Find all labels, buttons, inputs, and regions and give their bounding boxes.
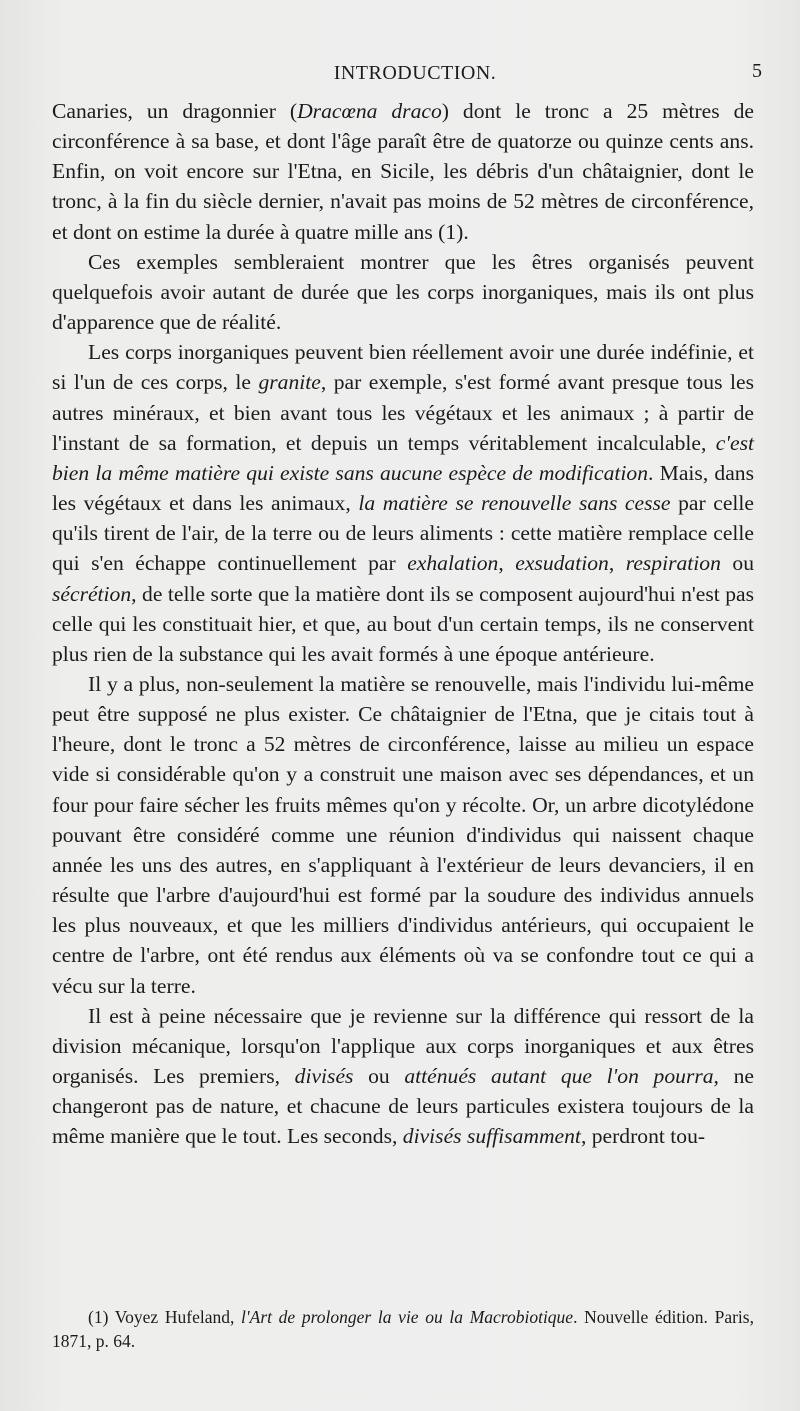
italic-run: Dracœna draco	[297, 99, 442, 123]
italic-run: divisés	[294, 1064, 354, 1088]
italic-run: sécrétion	[52, 581, 132, 606]
italic-run: c'est bien la même matière qui existe sans aucune espèce de modification	[52, 430, 754, 485]
text-run: . Mais, dans les végétaux et dans les animaux,	[52, 460, 754, 516]
text-run: Il y a plus, non-seulement la matière se renouvelle, mais l'individu lui-même peut être supposé ne plus exister. Ce châtaignier de l'Etna, que je citais tout à l'heure, dont le tronc a 52 mètres de circonférence, laisse au milieu un espace vide si considérable qu'on y a construit une maison avec ses dépendances, et un four pour faire sécher les fruits mêmes qu'on y récolte. Or, un arbre dicotylédone pouvant être considéré comme une réunion d'individus qui naissent chaque année les uns des autres, en s'appliquant à l'extérieur de leurs devanciers, il en résulte que l'arbre d'aujourd'hui est formé par la soudure des individus annuels les plus nouveaux, et que les milliers d'individus antérieurs, qui occupaient le centre de l'arbre, ont été rendus aux éléments où va se confondre tout ce qui a vécu sur la terre.	[52, 671, 754, 998]
italic-run: exhalation	[407, 551, 499, 576]
text-run: ou	[720, 551, 754, 576]
paragraph-3	[52, 337, 754, 669]
text-run: , perdront tou-	[580, 1124, 706, 1149]
text-run: par celle qu'ils tirent de l'air, de la terre ou de leurs aliments : cette matière remplace celle qui s'en échappe continuellement par	[52, 491, 754, 576]
text-run: ,	[498, 551, 516, 576]
paragraph-5	[52, 1001, 754, 1152]
text-run: , par exemple, s'est formé avant presque tous les autres minéraux, et bien avant tous les végétaux et les animaux ; à partir de l'instant de sa formation, et depuis un temps véritablement incalculable,	[52, 370, 754, 455]
italic-run: divisés suffisamment	[402, 1124, 581, 1149]
running-head: INTRODUCTION.	[333, 62, 497, 84]
italic-run: la matière se renouvelle sans cesse	[358, 491, 671, 516]
text-run: ou	[353, 1064, 405, 1088]
paragraph-4	[52, 669, 754, 1001]
text-run: (1) Voyez Hufeland,	[88, 1307, 242, 1327]
footnote-1	[52, 1305, 754, 1353]
text-run: ) dont le tronc a 25 mètres de circonférence à sa base, et dont l'âge paraît être de quatorze ou quinze cents ans. Enfin, on voit encore sur l'Etna, en Sicile, les débris d'un châtaignier, dont le tronc, à la fin du siècle dernier, n'avait pas moins de 52 mètres de circonférence, et dont on estime la durée à quatre mille ans (1).	[52, 99, 754, 244]
page-header	[62, 62, 768, 92]
text-run: , de telle sorte que la matière dont ils se composent aujourd'hui n'est pas celle qui les constituait hier, et que, au bout d'un certain temps, ils ne conservent plus rien de la substance qui les avait formés à une époque antérieure.	[52, 581, 754, 666]
text-run: . Nouvelle édition. Paris, 1871, p. 64.	[52, 1307, 754, 1351]
text-run: Il est à peine nécessaire que je revienne sur la différence qui ressort de la division mécanique, lorsqu'on l'applique aux corps inorganiques et aux êtres organisés. Les premiers,	[52, 1003, 754, 1088]
footnotes	[52, 1305, 754, 1353]
italic-run: granite	[258, 370, 321, 395]
italic-run: l'Art de prolonger la vie ou la Macrobiotique	[241, 1307, 574, 1327]
text-run: Les corps inorganiques peuvent bien réellement avoir une durée indéfinie, et si l'un de ces corps, le	[52, 340, 754, 395]
italic-run: respiration	[625, 551, 721, 576]
body-text	[52, 96, 754, 1151]
paragraph-1	[52, 96, 754, 247]
italic-run: atténués autant que l'on pourra	[404, 1064, 714, 1088]
page-number: 5	[752, 60, 762, 82]
paragraph-2	[52, 247, 754, 337]
text-run: Ces exemples sembleraient montrer que les êtres organisés peuvent quelquefois avoir autant de durée que les corps inorganiques, mais ils ont plus d'apparence que de réalité.	[52, 249, 754, 335]
text-run: ,	[608, 551, 626, 576]
italic-run: exsudation	[515, 551, 609, 576]
text-run: , ne changeront pas de nature, et chacune de leurs particules existera toujours de la même manière que le tout. Les seconds,	[52, 1064, 754, 1149]
text-run: Canaries, un dragonnier (	[52, 99, 298, 123]
